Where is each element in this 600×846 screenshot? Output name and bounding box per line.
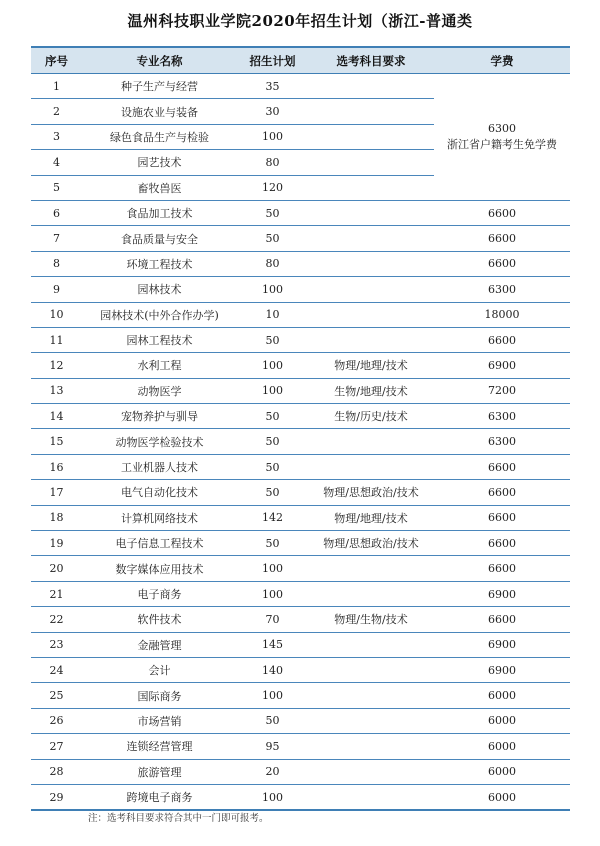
cell-no: 2: [31, 99, 82, 124]
cell-fee: 6300: [434, 429, 570, 454]
cell-major: 金融管理: [82, 632, 237, 657]
page-title: 温州科技职业学院2020年招生计划（浙江-普通类: [127, 12, 473, 30]
cell-plan: 120: [237, 175, 308, 200]
header-fee: 学费: [434, 47, 570, 74]
header-plan: 招生计划: [237, 47, 308, 74]
cell-subjects: [308, 277, 434, 302]
table-row: [31, 531, 570, 556]
cell-no: 18: [31, 505, 82, 530]
cell-subjects: [308, 200, 434, 225]
table-header-row: [31, 47, 570, 74]
cell-no: 24: [31, 657, 82, 682]
cell-fee: 6900: [434, 657, 570, 682]
cell-major: 连锁经营管理: [82, 734, 237, 759]
cell-no: 20: [31, 556, 82, 581]
cell-major: 宠物养护与驯导: [82, 404, 237, 429]
cell-fee: 6900: [434, 581, 570, 606]
cell-major: 跨境电子商务: [82, 784, 237, 810]
cell-plan: 100: [237, 556, 308, 581]
table-body: [31, 74, 570, 811]
cell-major: 园艺技术: [82, 150, 237, 175]
cell-fee: 6000: [434, 734, 570, 759]
cell-fee: 6300: [434, 277, 570, 302]
cell-plan: 140: [237, 657, 308, 682]
cell-no: 15: [31, 429, 82, 454]
cell-major: 园林技术(中外合作办学): [82, 302, 237, 327]
cell-plan: 50: [237, 200, 308, 225]
cell-major: 电子信息工程技术: [82, 531, 237, 556]
table-row: [31, 200, 570, 225]
table-row: [31, 378, 570, 403]
cell-major: 计算机网络技术: [82, 505, 237, 530]
footnote: 注：选考科目要求符合其中一门即可报考。: [88, 813, 269, 824]
cell-plan: 142: [237, 505, 308, 530]
cell-subjects: [308, 454, 434, 479]
cell-major: 旅游管理: [82, 759, 237, 784]
cell-fee: 6300: [434, 404, 570, 429]
cell-subjects: [308, 327, 434, 352]
cell-fee: 7200: [434, 378, 570, 403]
cell-major: 会计: [82, 657, 237, 682]
cell-no: 11: [31, 327, 82, 352]
cell-subjects: [308, 429, 434, 454]
table-row: [31, 581, 570, 606]
cell-no: 23: [31, 632, 82, 657]
cell-major: 食品质量与安全: [82, 226, 237, 251]
cell-subjects: 物理/思想政治/技术: [308, 531, 434, 556]
cell-major: 食品加工技术: [82, 200, 237, 225]
cell-no: 17: [31, 480, 82, 505]
cell-no: 4: [31, 150, 82, 175]
cell-major: 设施农业与装备: [82, 99, 237, 124]
cell-subjects: 物理/地理/技术: [308, 505, 434, 530]
table-row: [31, 74, 570, 99]
cell-major: 水利工程: [82, 353, 237, 378]
cell-major: 软件技术: [82, 607, 237, 632]
cell-plan: 80: [237, 150, 308, 175]
cell-subjects: [308, 683, 434, 708]
cell-plan: 80: [237, 251, 308, 276]
cell-no: 6: [31, 200, 82, 225]
cell-no: 26: [31, 708, 82, 733]
cell-no: 22: [31, 607, 82, 632]
cell-plan: 50: [237, 480, 308, 505]
cell-major: 市场营销: [82, 708, 237, 733]
table-row: [31, 734, 570, 759]
cell-subjects: [308, 632, 434, 657]
cell-fee-merged: [434, 74, 570, 201]
cell-fee: 6600: [434, 607, 570, 632]
cell-fee: 6600: [434, 556, 570, 581]
cell-subjects: 物理/地理/技术: [308, 353, 434, 378]
cell-fee: 6000: [434, 708, 570, 733]
cell-fee: 6600: [434, 327, 570, 352]
enrollment-plan-table: [31, 46, 570, 811]
cell-plan: 35: [237, 74, 308, 99]
cell-plan: 30: [237, 99, 308, 124]
cell-no: 29: [31, 784, 82, 810]
cell-plan: 100: [237, 124, 308, 149]
cell-plan: 100: [237, 784, 308, 810]
cell-fee: 6000: [434, 759, 570, 784]
cell-no: 25: [31, 683, 82, 708]
table-row: [31, 759, 570, 784]
cell-subjects: 物理/生物/技术: [308, 607, 434, 632]
cell-subjects: [308, 734, 434, 759]
table-row: [31, 226, 570, 251]
cell-fee: 6600: [434, 226, 570, 251]
cell-major: 绿色食品生产与检验: [82, 124, 237, 149]
cell-subjects: [308, 226, 434, 251]
cell-fee: 6600: [434, 505, 570, 530]
table-row: [31, 327, 570, 352]
cell-plan: 20: [237, 759, 308, 784]
cell-subjects: [308, 150, 434, 175]
cell-fee: 6600: [434, 251, 570, 276]
cell-plan: 100: [237, 581, 308, 606]
cell-plan: 50: [237, 531, 308, 556]
cell-major: 电子商务: [82, 581, 237, 606]
cell-major: 电气自动化技术: [82, 480, 237, 505]
merged-fee-amount: 6300: [488, 121, 516, 135]
cell-subjects: [308, 99, 434, 124]
cell-plan: 50: [237, 226, 308, 251]
table-row: [31, 708, 570, 733]
cell-fee: 6600: [434, 454, 570, 479]
header-no: 序号: [31, 47, 82, 74]
cell-plan: 95: [237, 734, 308, 759]
cell-fee: 18000: [434, 302, 570, 327]
cell-plan: 100: [237, 353, 308, 378]
cell-subjects: [308, 124, 434, 149]
table-row: [31, 429, 570, 454]
table-row: [31, 683, 570, 708]
cell-no: 19: [31, 531, 82, 556]
cell-major: 工业机器人技术: [82, 454, 237, 479]
cell-no: 27: [31, 734, 82, 759]
cell-subjects: [308, 556, 434, 581]
table-row: [31, 353, 570, 378]
header-subjects: 选考科目要求: [308, 47, 434, 74]
cell-major: 数字媒体应用技术: [82, 556, 237, 581]
cell-major: 环境工程技术: [82, 251, 237, 276]
cell-fee: 6000: [434, 784, 570, 810]
cell-no: 16: [31, 454, 82, 479]
cell-no: 28: [31, 759, 82, 784]
cell-no: 21: [31, 581, 82, 606]
table-row: [31, 784, 570, 810]
table-row: [31, 556, 570, 581]
cell-no: 9: [31, 277, 82, 302]
cell-plan: 100: [237, 683, 308, 708]
table-row: [31, 505, 570, 530]
cell-subjects: [308, 708, 434, 733]
cell-fee: 6600: [434, 480, 570, 505]
merged-fee-remark: 浙江省户籍考生免学费: [447, 137, 557, 151]
cell-subjects: [308, 784, 434, 810]
cell-major: 园林技术: [82, 277, 237, 302]
cell-major: 畜牧兽医: [82, 175, 237, 200]
table-row: [31, 607, 570, 632]
cell-subjects: 生物/历史/技术: [308, 404, 434, 429]
table-row: [31, 251, 570, 276]
cell-no: 5: [31, 175, 82, 200]
cell-fee: 6600: [434, 531, 570, 556]
table-row: [31, 454, 570, 479]
cell-no: 14: [31, 404, 82, 429]
cell-subjects: [308, 175, 434, 200]
cell-plan: 10: [237, 302, 308, 327]
cell-no: 8: [31, 251, 82, 276]
cell-subjects: 生物/地理/技术: [308, 378, 434, 403]
cell-subjects: [308, 74, 434, 99]
cell-no: 12: [31, 353, 82, 378]
cell-subjects: 物理/思想政治/技术: [308, 480, 434, 505]
table-row: [31, 404, 570, 429]
cell-plan: 100: [237, 277, 308, 302]
cell-major: 国际商务: [82, 683, 237, 708]
cell-plan: 50: [237, 708, 308, 733]
cell-subjects: [308, 581, 434, 606]
cell-fee: 6600: [434, 200, 570, 225]
header-major: 专业名称: [82, 47, 237, 74]
cell-major: 园林工程技术: [82, 327, 237, 352]
cell-plan: 145: [237, 632, 308, 657]
table-row: [31, 480, 570, 505]
table-row: [31, 632, 570, 657]
cell-subjects: [308, 759, 434, 784]
cell-plan: 100: [237, 378, 308, 403]
cell-no: 7: [31, 226, 82, 251]
cell-fee: 6900: [434, 632, 570, 657]
cell-fee: 6900: [434, 353, 570, 378]
table-row: [31, 657, 570, 682]
cell-no: 10: [31, 302, 82, 327]
cell-plan: 50: [237, 327, 308, 352]
cell-fee: 6000: [434, 683, 570, 708]
cell-no: 3: [31, 124, 82, 149]
cell-no: 13: [31, 378, 82, 403]
cell-major: 种子生产与经营: [82, 74, 237, 99]
cell-plan: 50: [237, 404, 308, 429]
table-row: [31, 277, 570, 302]
cell-no: 1: [31, 74, 82, 99]
cell-plan: 50: [237, 454, 308, 479]
cell-subjects: [308, 251, 434, 276]
cell-major: 动物医学检验技术: [82, 429, 237, 454]
table-row: [31, 302, 570, 327]
cell-plan: 70: [237, 607, 308, 632]
cell-subjects: [308, 657, 434, 682]
cell-subjects: [308, 302, 434, 327]
cell-major: 动物医学: [82, 378, 237, 403]
cell-plan: 50: [237, 429, 308, 454]
